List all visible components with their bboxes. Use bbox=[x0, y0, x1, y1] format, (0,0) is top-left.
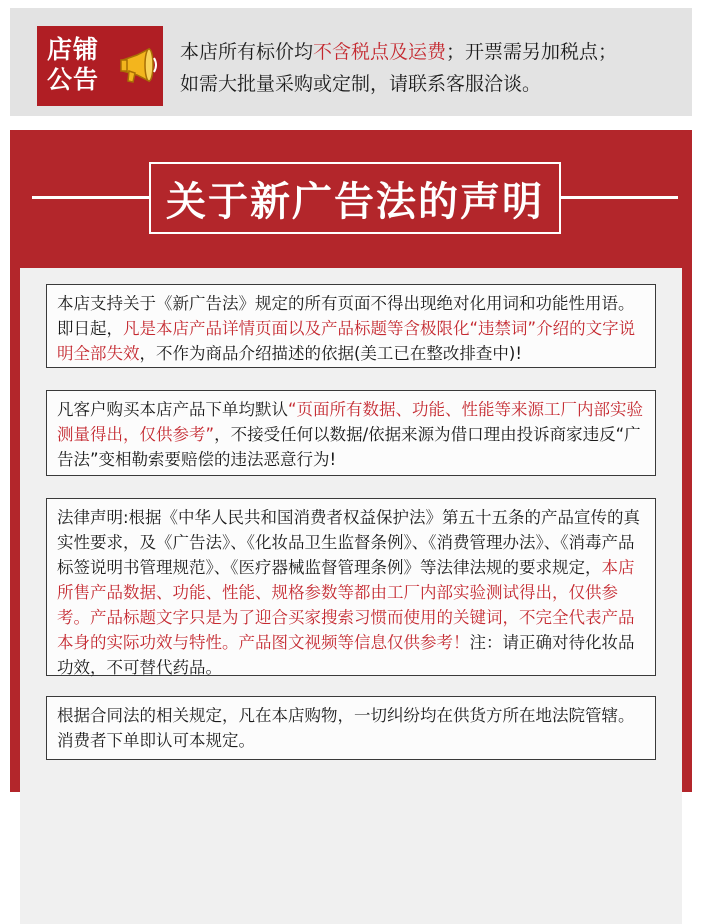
statement-content bbox=[20, 268, 682, 924]
badge-line-2: 公告 bbox=[47, 65, 100, 94]
body-text: 本店支持关于《新广告法》规定的所有页面不得出现绝对化用词和功能性用语。即日起， bbox=[57, 294, 635, 338]
panel-title: 关于新广告法的声明 bbox=[166, 178, 544, 225]
notice-highlight: 不含税点及运费 bbox=[313, 41, 447, 63]
body-text: 根据合同法的相关规定，凡在本店购物，一切纠纷均在供货方所在地法院管辖。消费者下单即认可本规定。 bbox=[57, 706, 635, 750]
statement-card-4 bbox=[46, 696, 656, 760]
body-text: ，不接受任何以数据/依据来源为借口理由投诉商家违反“广告法”变相勒索要赔偿的违法恶意行为! bbox=[57, 425, 641, 469]
heading-box bbox=[149, 162, 561, 234]
highlighted-text: “页面所有数据、功能、性能等来源工厂内部实验测量得出，仅供参考” bbox=[57, 400, 644, 444]
notice-badge-label bbox=[47, 35, 99, 95]
statement-text bbox=[57, 291, 645, 366]
store-notice-banner bbox=[10, 8, 692, 116]
notice-line-2: 如需大批量采购或定制，请联系客服洽谈。 bbox=[180, 73, 542, 95]
statement-text bbox=[57, 505, 645, 680]
notice-badge bbox=[37, 26, 163, 106]
notice-text bbox=[180, 36, 680, 100]
body-text: ，不作为商品介绍描述的依据(美工已在整改排查中)! bbox=[139, 344, 522, 363]
statement-card-3 bbox=[46, 498, 656, 676]
body-text: 法律声明:根据《中华人民共和国消费者权益保护法》第五十五条的产品宣传的真实性要求，及《广告法》、《化妆品卫生监督条例》、《消费管理办法》、《消毒产品标签说明书管理规范》、《医疗器械监督管理条例》等法律法规的要求规定， bbox=[57, 508, 641, 577]
notice-line-1: 本店所有标价均不含税点及运费；开票需另加税点； bbox=[180, 41, 618, 63]
megaphone-icon bbox=[119, 48, 159, 84]
statement-card-2 bbox=[46, 390, 656, 476]
statement-text bbox=[57, 703, 645, 753]
badge-line-1: 店铺 bbox=[47, 35, 100, 64]
heading-rule-left bbox=[32, 196, 149, 199]
heading-rule-right bbox=[561, 196, 678, 199]
statement-card-1 bbox=[46, 284, 656, 368]
body-text: 注：请正确对待化妆品功效，不可替代药品。 bbox=[57, 633, 635, 677]
body-text: 凡客户购买本店产品下单均默认 bbox=[57, 400, 288, 419]
ad-law-statement-panel bbox=[10, 130, 692, 792]
highlighted-text: 本店所售产品数据、功能、性能、规格参数等都由工厂内部实验测试得出，仅供参考。产品标题文字只是为了迎合买家搜索习惯而使用的关键词，不完全代表产品本身的实际功效与特性。产品图文视频等信息仅供参考！ bbox=[57, 558, 635, 652]
highlighted-text: 凡是本店产品详情页面以及产品标题等含极限化“违禁词”介绍的文字说明全部失效 bbox=[57, 319, 636, 363]
statement-text bbox=[57, 397, 645, 472]
